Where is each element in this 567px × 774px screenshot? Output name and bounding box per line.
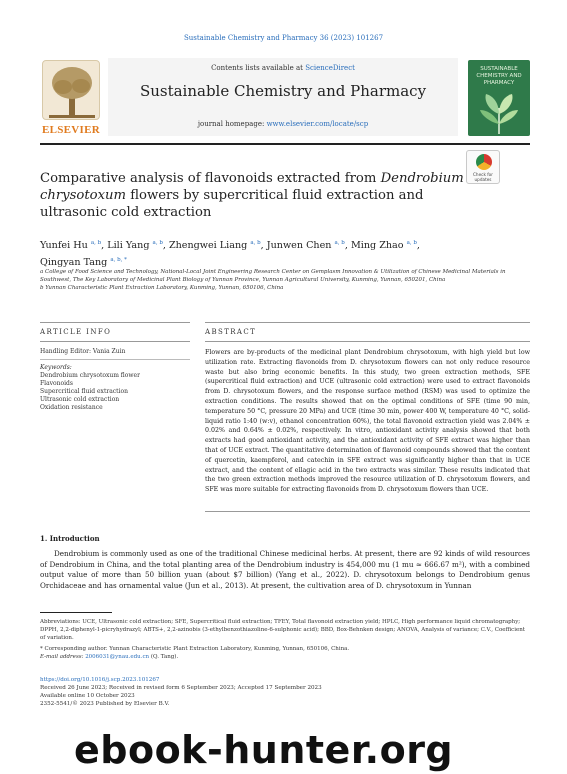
contents-prefix: Contents lists available at: [211, 64, 306, 72]
abstract-heading: ABSTRACT: [205, 328, 257, 336]
abbreviations-footnote: Abbreviations: UCE, Ultrasonic cold extraction; SFE, Supercritical fluid extraction; TFEY, Total flavonoid extraction yield; HPLC, High performance liquid chromatography; DPPH, 2,2-diphenyl-1-picryhydrazyl; ABTS+, 2,2-azinobis (3-ethylbenzothiazoline-6-sulphonic acid); BBD, Box-Behnken design; ANOVA, Analysis of variance; C.V., Coefficient of variation.: [40, 619, 526, 642]
email-line: [40, 653, 530, 661]
article-title: [40, 170, 470, 221]
publication-info: [40, 676, 530, 708]
author-name[interactable]: Lili Yang: [107, 240, 150, 252]
abstract-text: Flowers are by-products of the medicinal plant Dendrobium chrysotoxum, with high yield but low utilization rate. Extracting flavonoids from D. chrysotoxum flowers can not only reduce resource waste but also bring economic benefits. In this study, two green extraction methods, SFE (supercritical fluid extraction) and UCE (ultrasonic cold extraction) were used to extract flavonoids from D. chrysotoxum flowers, and the response surface method (RSM) was used to optimize the extraction conditions. The results showed that on the optimal conditions of SFE (time 90 min, temperature 50 °C, pressure 20 MPa) and UCE (time 30 min, power 400 W, temperature 40 °C, solid-liquid ratio 1:40 (w:v), ethanol concentration 60%), the total flavonoid extraction yield was 2.04% ± 0.02% and 0.64% ± 0.02%, respectively. In vitro, antioxidant activity analysis showed that both extracts had good antioxidant activity, and the antioxidant activity of SFE extract was higher than that of UCE extract. The quantitative determination of flavonoid compounds showed that the content of quercetin, kaempferol, and catechin in SFE extract was significantly higher than that in UCE extract, and the content of ellagic acid in the two extracts was similar. These results indicated that the two green extraction methods improved the resource utilization of D. chrysotoxum flowers, and SFE was more suitable for extracting flavonoids from D. chrysotoxum flowers than UCE.: [205, 349, 530, 494]
email-label: E-mail address:: [40, 654, 86, 661]
cover-title: SUSTAINABLE CHEMISTRY AND PHARMACY: [476, 66, 522, 86]
author-name[interactable]: Junwen Chen: [266, 240, 332, 252]
author-name[interactable]: Zhengwei Liang: [168, 240, 248, 252]
check-for-updates-button[interactable]: [466, 150, 500, 184]
corresponding-author-footnote: * Corresponding author. Yunnan Characteristic Plant Extraction Laboratory, Kunming, Yunnan, 650106, China.: [40, 646, 350, 653]
footnote-rule: [40, 612, 112, 613]
journal-cover-thumbnail[interactable]: [468, 60, 530, 136]
author-affiliation-marker[interactable]: a, b: [90, 240, 102, 246]
divider: [205, 322, 530, 323]
keyword-item: Dendrobium chrysotoxum flower: [40, 372, 140, 380]
check-updates-label: Check for updates: [473, 172, 493, 182]
keyword-item: Supercritical fluid extraction: [40, 388, 128, 396]
keyword-item: Ultrasonic cold extraction: [40, 396, 120, 404]
sciencedirect-link[interactable]: ScienceDirect: [305, 64, 355, 72]
journal-header-box: [108, 58, 458, 136]
footnotes: [40, 618, 530, 661]
title-species: Dendrobium chrysotoxum: [40, 171, 464, 203]
watermark-text: ebook-hunter.org: [74, 728, 454, 772]
elsevier-logo[interactable]: [40, 58, 102, 136]
homepage-link[interactable]: www.elsevier.com/locate/scp: [266, 120, 369, 128]
contents-line: [108, 64, 458, 72]
affiliation-b: b Yunnan Characteristic Plant Extraction Laboratory, Kunming, Yunnan, 650106, China: [40, 285, 284, 291]
title-part-2: flowers by supercritical fluid extraction and ultrasonic cold extraction: [40, 188, 424, 220]
author-name[interactable]: Yunfei Hu: [40, 240, 88, 252]
divider: [40, 322, 190, 323]
handling-editor: Handling Editor: Vania Zuin: [40, 348, 126, 355]
author-list: Yunfei Hu $^{a, b}$, Lili Yang $^{a, b}$, Zhengwei Liang $^{a, b}$, Junwen Chen $^{a, b}$, Ming Zhao $^{a, b}$, Qingyan Tang $^{a, b, *}$: [40, 240, 420, 269]
journal-reference[interactable]: Sustainable Chemistry and Pharmacy 36 (2023) 101267: [183, 34, 384, 42]
journal-masthead: [40, 58, 530, 136]
check-updates-icon: [476, 154, 492, 170]
author-affiliation-marker[interactable]: a, b: [334, 240, 345, 246]
journal-name[interactable]: Sustainable Chemistry and Pharmacy: [139, 82, 427, 100]
divider: [40, 341, 190, 342]
elsevier-tree-icon: [42, 60, 100, 120]
header-rule: [40, 143, 530, 145]
author-name[interactable]: Ming Zhao: [350, 240, 404, 252]
keywords-label: Keywords:: [40, 364, 72, 371]
author-affiliation-marker[interactable]: a, b, *: [110, 257, 127, 264]
divider: [40, 359, 190, 360]
keyword-item: Oxidation resistance: [40, 404, 103, 412]
article-info-heading: ARTICLE INFO: [40, 328, 112, 336]
doi-link[interactable]: https://doi.org/10.1016/j.scp.2023.101267: [40, 677, 160, 683]
author-name[interactable]: Qingyan Tang: [40, 257, 108, 269]
email-suffix: (Q. Tang).: [149, 654, 179, 661]
elsevier-wordmark: ELSEVIER: [41, 124, 101, 136]
homepage-line: [108, 120, 458, 128]
keywords-block: [40, 364, 190, 413]
affiliation-a: a College of Food Science and Technology, National-Local Joint Engineering Research Center on Gemplasm Innovation & Utilization of Chinese Medicinal Materials in Southwest, The Key Laboratory of Medicinal Plant Biology of Yunnan Province, Yunnan Agricultural University, Kunming, Yunnan, 650201, China: [40, 269, 506, 283]
available-online: Available online 10 October 2023: [40, 693, 135, 700]
author-affiliation-marker[interactable]: a, b: [406, 240, 417, 246]
affiliations: [40, 268, 530, 292]
received-dates: Received 26 June 2023; Received in revised form 6 September 2023; Accepted 17 September 2023: [40, 685, 322, 692]
cover-leaf-icon: [468, 90, 530, 136]
keyword-item: Flavonoids: [40, 380, 73, 388]
author-affiliation-marker[interactable]: a, b: [250, 240, 261, 246]
homepage-prefix: journal homepage:: [197, 120, 267, 128]
title-part-1: Comparative analysis of flavonoids extracted from: [40, 171, 381, 186]
email-link[interactable]: 2006031@ynau.edu.cn: [85, 654, 150, 661]
copyright-line: 2352-5541/© 2023 Published by Elsevier B.V.: [40, 701, 170, 708]
divider: [205, 511, 530, 512]
section-heading-introduction: 1. Introduction: [40, 534, 100, 543]
introduction-paragraph: Dendrobium is commonly used as one of the traditional Chinese medicinal herbs. At present, there are 92 kinds of wild resources of Dendrobium in China, and the total planting area of the Dendrobium industry is 454,000 mu (1 mu ≈ 666.67 m²), with a combined output value of more than 50 billion yuan (about $7 billion) (Yang et al., 2022). D. chrysotoxum belongs to Dendrobium genus Orchidaceae and has ornamental value (Jun et al., 2013). At present, the cultivation area of D. chrysotoxum in Yunnan: [40, 549, 530, 590]
author-affiliation-marker[interactable]: a, b: [152, 240, 163, 246]
divider: [205, 341, 530, 342]
